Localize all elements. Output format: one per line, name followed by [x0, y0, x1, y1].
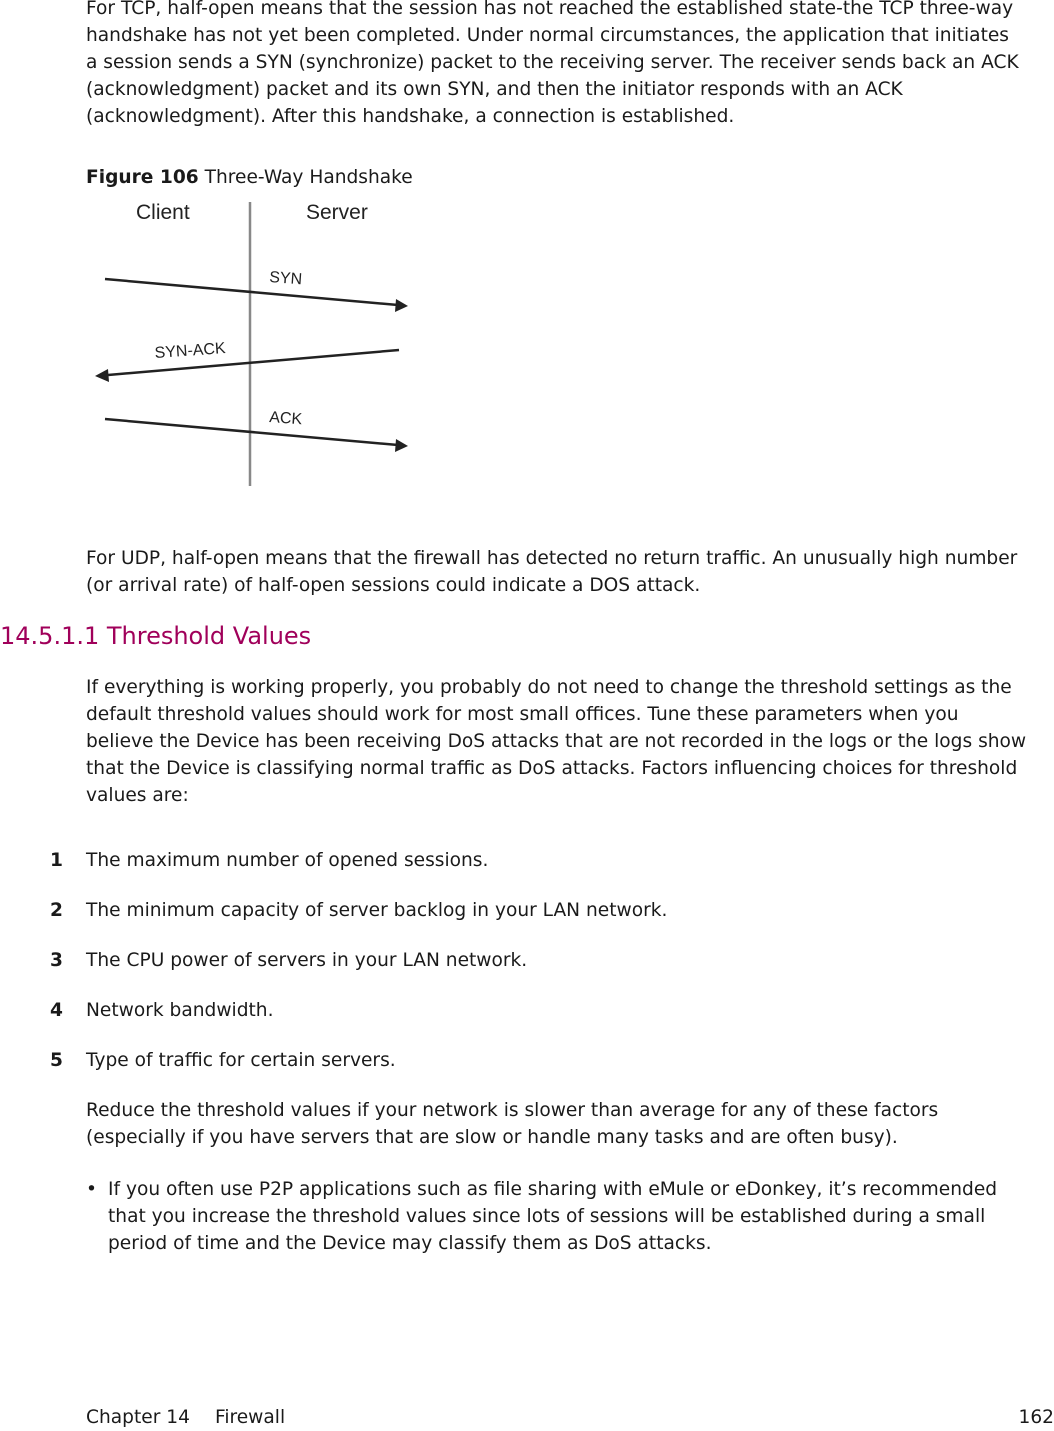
ack-label: ACK	[269, 409, 303, 428]
server-label: Server	[306, 201, 368, 224]
reduce-paragraph	[86, 1097, 938, 1151]
figure-number: Figure 106	[86, 167, 199, 188]
synack-arrow	[108, 350, 399, 375]
text-line: that the Device is classifying normal traffic as DoS attacks. Factors influencing choices for threshold	[86, 755, 1026, 782]
text-line: that you increase the threshold values since lots of sessions will be established during a small	[108, 1203, 997, 1230]
udp-paragraph	[86, 545, 1017, 599]
bullet-mark: •	[86, 1176, 97, 1203]
page-number: 162	[1019, 1404, 1054, 1431]
text-line: (acknowledgment) packet and its own SYN, and then the initiator responds with an ACK	[86, 76, 1019, 103]
syn-arrow	[105, 279, 398, 305]
intro-paragraph	[86, 0, 1019, 130]
text-line: handshake has not yet been completed. Under normal circumstances, the application that initiates	[86, 22, 1019, 49]
text-line: values are:	[86, 782, 1026, 809]
text-line: period of time and the Device may classify them as DoS attacks.	[108, 1230, 997, 1257]
text-line: For UDP, half-open means that the firewall has detected no return traffic. An unusually high number	[86, 545, 1017, 572]
list-number: 4	[50, 997, 63, 1024]
ack-arrow	[105, 419, 398, 445]
text-line: (or arrival rate) of half-open sessions could indicate a DOS attack.	[86, 572, 1017, 599]
synack-label: SYN-ACK	[154, 340, 226, 362]
list-item: The CPU power of servers in your LAN network.	[86, 947, 527, 974]
text-line: Reduce the threshold values if your network is slower than average for any of these factors	[86, 1097, 938, 1124]
text-line: If you often use P2P applications such as file sharing with eMule or eDonkey, it’s recommended	[108, 1176, 997, 1203]
footer-section: Firewall	[215, 1404, 285, 1431]
footer-chapter: Chapter 14	[86, 1404, 190, 1431]
handshake-diagram	[80, 195, 420, 490]
section-heading: 14.5.1.1 Threshold Values	[0, 622, 311, 650]
threshold-paragraph	[86, 674, 1026, 809]
text-line: (acknowledgment). After this handshake, a connection is established.	[86, 103, 1019, 130]
client-label: Client	[136, 201, 190, 224]
list-number: 1	[50, 847, 63, 874]
figure-caption	[86, 164, 413, 191]
text-line: If everything is working properly, you probably do not need to change the threshold settings as the	[86, 674, 1026, 701]
list-item: Type of traffic for certain servers.	[86, 1047, 396, 1074]
syn-label: SYN	[269, 269, 303, 288]
list-number: 3	[50, 947, 63, 974]
list-item: The minimum capacity of server backlog in your LAN network.	[86, 897, 667, 924]
list-item: The maximum number of opened sessions.	[86, 847, 488, 874]
list-number: 5	[50, 1047, 63, 1074]
list-number: 2	[50, 897, 63, 924]
figure-title: Three-Way Handshake	[205, 167, 413, 188]
text-line: For TCP, half-open means that the session has not reached the established state-the TCP three-way	[86, 0, 1019, 22]
text-line: default threshold values should work for most small offices. Tune these parameters when you	[86, 701, 1026, 728]
text-line: believe the Device has been receiving DoS attacks that are not recorded in the logs or the logs show	[86, 728, 1026, 755]
text-line: (especially if you have servers that are slow or handle many tasks and are often busy).	[86, 1124, 938, 1151]
text-line: a session sends a SYN (synchronize) packet to the receiving server. The receiver sends back an ACK	[86, 49, 1019, 76]
list-item: Network bandwidth.	[86, 997, 274, 1024]
